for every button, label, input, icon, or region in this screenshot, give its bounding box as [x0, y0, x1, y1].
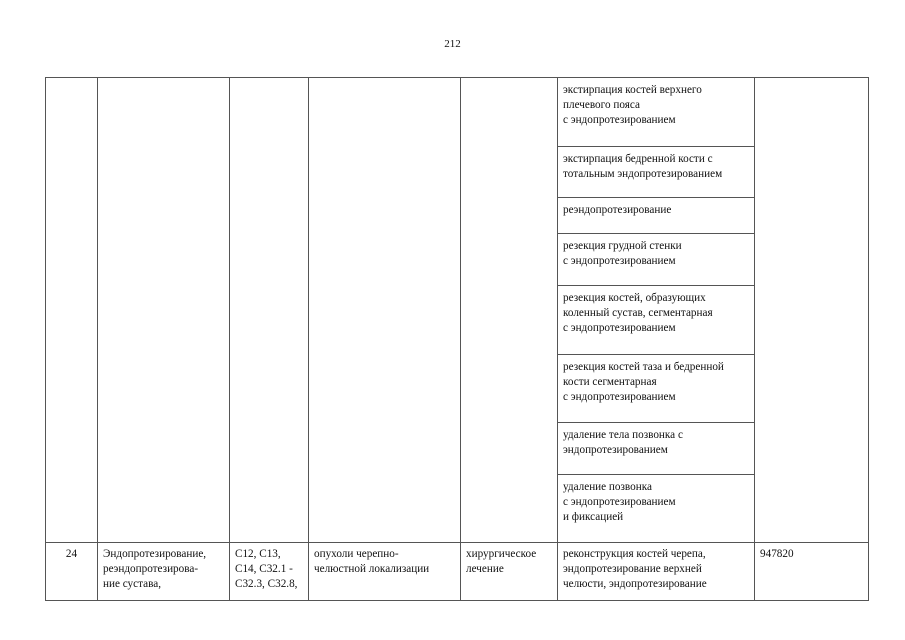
- method-item: реэндопротезирование: [558, 198, 754, 234]
- method-item: экстирпация бедренной кости с тотальным эндопротезированием: [558, 147, 754, 198]
- cell-codes-empty: [230, 78, 309, 543]
- method-item: резекция костей, образующих коленный сустав, сегментарная с эндопротезированием: [558, 286, 754, 355]
- cell-name-empty: [98, 78, 230, 543]
- cell-methods: [558, 78, 755, 543]
- methods-list: [558, 78, 754, 542]
- cell-model-empty: [309, 78, 461, 543]
- method-item: резекция костей таза и бедренной кости сегментарная с эндопротезированием: [558, 355, 754, 423]
- cell-treatment-empty: [461, 78, 558, 543]
- cell-name: Эндопротезирование, реэндопротезирова- ние сустава,: [98, 543, 230, 601]
- medical-care-table: [45, 77, 869, 601]
- method-item: удаление позвонка с эндопротезированием и фиксацией: [563, 481, 676, 523]
- method-item: резекция грудной стенки с эндопротезированием: [558, 234, 754, 286]
- cell-cost-empty: [755, 78, 869, 543]
- method-item: удаление тела позвонка с эндопротезированием: [558, 423, 754, 475]
- cell-number: 24: [46, 543, 98, 601]
- page-number: 212: [444, 38, 461, 50]
- cell-model: опухоли черепно- челюстной локализации: [309, 543, 461, 601]
- cell-number-empty: [46, 78, 98, 543]
- cell-cost: 947820: [755, 543, 869, 601]
- table: [45, 77, 869, 601]
- cell-method: реконструкция костей черепа, эндопротезирование верхней челюсти, эндопротезирование: [558, 543, 755, 601]
- cell-codes: C12, C13, C14, C32.1 - C32.3, C32.8,: [230, 543, 309, 601]
- table-row-24: [46, 543, 869, 601]
- method-item: экстирпация костей верхнего плечевого пояса с эндопротезированием: [558, 78, 754, 147]
- cell-treatment: хирургическое лечение: [461, 543, 558, 601]
- table-row-continued: [46, 78, 869, 543]
